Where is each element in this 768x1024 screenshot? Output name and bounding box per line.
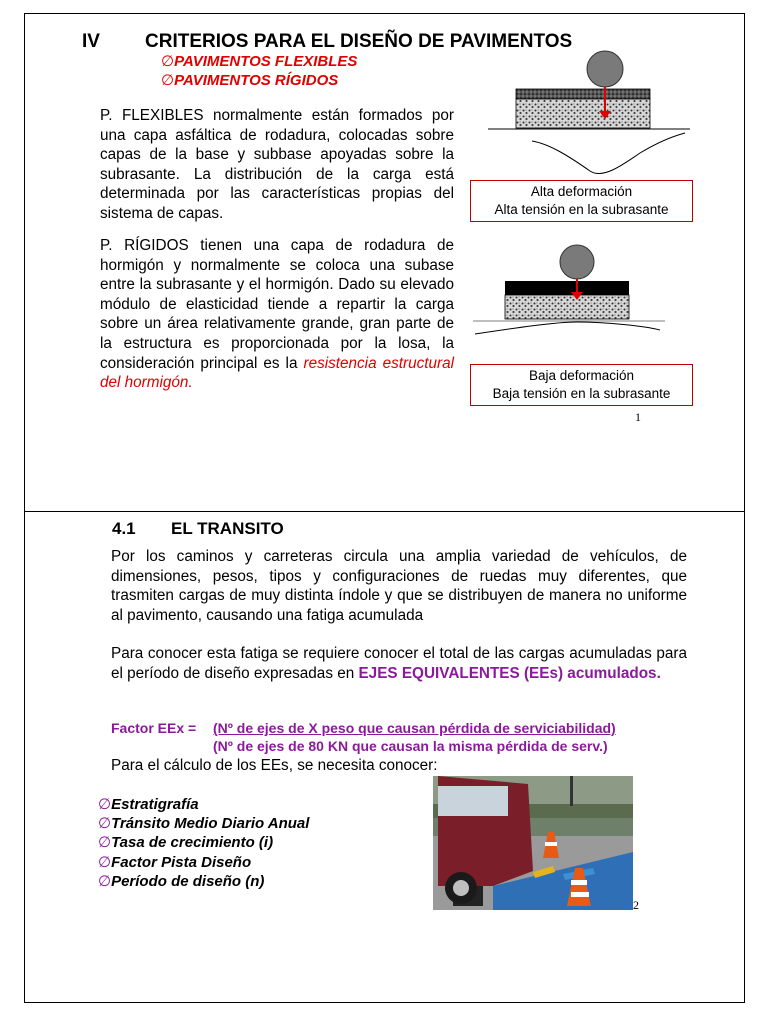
section-number: IV: [82, 31, 100, 52]
caption-flexible-line-1: Alta deformación: [530, 184, 633, 199]
section-number: 4.1: [112, 519, 136, 538]
list-intro: Para el cálculo de los EEs, se necesita conocer:: [111, 757, 438, 774]
rigid-emphasis: resistencia estructural del hormigón: [100, 354, 455, 392]
slide-title: EL TRANSITO: [171, 519, 284, 538]
wheel-load-icon: [560, 245, 594, 279]
list-item: ∅Tránsito Medio Diario Anual: [98, 815, 310, 833]
bullet-symbol-icon: ∅: [98, 815, 112, 833]
bullet-symbol-icon: ∅: [98, 853, 112, 871]
page-number: 2: [633, 898, 639, 912]
wheel-load-icon: [587, 51, 623, 87]
bullet-symbol-icon: ∅: [98, 872, 112, 890]
bullet-rigid: [161, 71, 338, 89]
page-number: 1: [635, 410, 641, 424]
factor-numerator: (Nº de ejes de X peso que causan pérdida de serviciabilidad): [213, 720, 616, 736]
rigid-paragraph-text: P. RÍGIDOS tienen una capa de rodadura de hormigón y normalmente se coloca una subase entre la subrasante y el hormigón. Dado su elevado módulo de elasticidad tiende a repartir la carga sobre un área relativamente grande, gran parte de la estructura es proporcionada por la losa, la consideración principal es la: [100, 237, 454, 372]
caption-rigid-line-1: Baja deformación: [528, 368, 635, 383]
bullet-symbol-icon: ∅: [161, 53, 175, 70]
bullet-symbol-icon: ∅: [98, 796, 112, 813]
list-item: ∅Período de diseño (n): [98, 872, 265, 890]
bullet-flexible-label: PAVIMENTOS FLEXIBLES: [174, 53, 358, 70]
truck-weighing-photo: [433, 776, 633, 910]
rigid-paragraph: [100, 236, 454, 393]
flexible-paragraph: P. FLEXIBLES normalmente están formados por una capa asfáltica de rodadura, colocadas sobre capas de la base y subbase apoyadas sobre la subrasante. La distribución de la carga está determinada por las características propias del sistema de capas.: [100, 107, 454, 222]
bullet-rigid-label: PAVIMENTOS RÍGIDOS: [174, 72, 339, 89]
bullet-symbol-icon: ∅: [161, 72, 175, 89]
slide-title: CRITERIOS PARA EL DISEÑO DE PAVIMENTOS: [145, 31, 573, 52]
paragraph-fatigue-emphasis: EJES EQUIVALENTES (EEs) acumulados.: [358, 664, 661, 682]
slide-1: [24, 13, 745, 512]
slide-2: [24, 511, 745, 1003]
list-item: ∅Tasa de crecimiento (i): [98, 834, 274, 852]
paragraph-traffic: Por los caminos y carreteras circula una amplia variedad de vehículos, de dimensiones, pesos, tipos y configuraciones de ruedas muy diferentes, que trasmiten cargas de muy distinta índole y que se distribuyen de manera no uniforme al pavimento, causando una fatiga acumulada: [111, 548, 687, 624]
bullet-flexible: [161, 52, 357, 70]
flexible-pavement-diagram: [480, 49, 700, 179]
caption-rigid: [470, 364, 693, 406]
requirements-list: [98, 795, 309, 891]
paragraph-fatigue-text: Para conocer esta fatiga se requiere conocer el total de las cargas acumuladas para el período de diseño expresadas en: [111, 645, 687, 682]
bullet-symbol-icon: ∅: [98, 834, 112, 852]
rigid-end: .: [188, 374, 193, 392]
factor-label: Factor EEx =: [111, 720, 197, 736]
list-item: ∅Estratigrafía: [98, 796, 199, 813]
rigid-pavement-diagram: [455, 242, 695, 342]
factor-denominator: (Nº de ejes de 80 KN que causan la misma pérdida de serv.): [213, 738, 608, 754]
list-item: ∅Factor Pista Diseño: [98, 853, 252, 871]
caption-rigid-line-2: Baja tensión en la subrasante: [492, 386, 671, 401]
caption-flexible-line-2: Alta tensión en la subrasante: [494, 202, 669, 217]
paragraph-fatigue: [111, 644, 687, 683]
caption-flexible: [470, 180, 693, 222]
